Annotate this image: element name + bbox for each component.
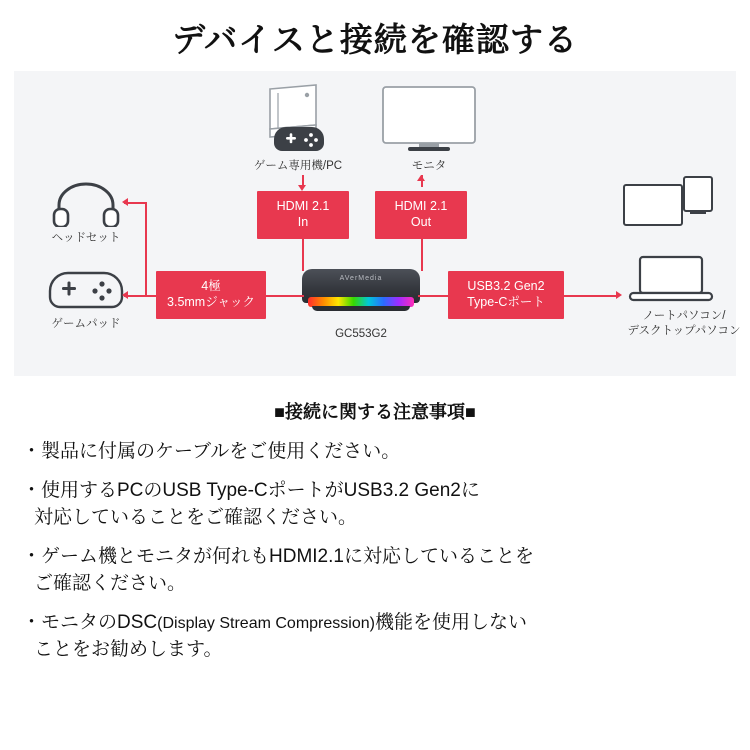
note-3-line2: ご確認ください。 xyxy=(34,573,187,595)
line-hdmi-out-to-device xyxy=(421,239,423,271)
usb-port-line2: Type-Cポート xyxy=(467,295,545,309)
label-pc-line2: デスクトップパソコン xyxy=(627,325,741,337)
note-2-line1: ・使用するPCのUSB Type-CポートがUSB3.2 Gen2に xyxy=(22,479,480,501)
usb-port-line1: USB3.2 Gen2 xyxy=(467,279,545,294)
game-console-icon xyxy=(260,83,336,160)
audio-jack-line1: 4極 xyxy=(201,279,221,294)
line-headset-trunk xyxy=(145,202,147,295)
monitor-icon xyxy=(381,85,477,158)
note-4-paren: (Display Stream Compression) xyxy=(157,614,375,632)
note-item xyxy=(22,477,728,532)
hdmi-out-box xyxy=(375,191,467,239)
label-gamepad: ゲームパッド xyxy=(51,318,121,330)
audio-jack-box xyxy=(156,271,266,319)
note-4-pre: ・モニタのDSC xyxy=(22,611,158,633)
connection-diagram xyxy=(14,71,741,376)
arrow-usb-to-pc xyxy=(616,291,622,299)
note-2-line2: 対応していることをご確認ください。 xyxy=(34,507,358,529)
arrow-console-to-hdmi-in xyxy=(298,185,306,191)
hdmi-out-line1: HDMI 2.1 xyxy=(394,199,448,214)
note-3-line1: ・ゲーム機とモニタが何れもHDMI2.1に対応していることを xyxy=(22,545,534,567)
device-foot xyxy=(312,306,410,311)
notes-section xyxy=(0,376,750,664)
arrow-gamepad xyxy=(122,291,128,299)
desktop-monitors-icon xyxy=(622,175,714,238)
headset-icon xyxy=(52,181,120,232)
hdmi-in-line2: In xyxy=(297,215,309,229)
label-headset: ヘッドセット xyxy=(51,232,121,244)
label-monitor: モニタ xyxy=(411,160,447,172)
line-jack-to-device xyxy=(266,295,304,297)
hdmi-in-box xyxy=(257,191,349,239)
note-item xyxy=(22,438,728,466)
laptop-icon xyxy=(628,253,714,310)
label-game-console: ゲーム専用機/PC xyxy=(253,160,343,172)
line-device-to-usb xyxy=(418,295,450,297)
arrow-headset xyxy=(122,198,128,206)
note-item xyxy=(22,543,728,598)
line-usb-to-pc xyxy=(564,295,618,297)
note-item xyxy=(22,609,728,664)
line-hdmi-in-to-device xyxy=(302,239,304,271)
arrow-monitor-to-hdmi-out xyxy=(417,175,425,181)
note-1-text: ・製品に付属のケーブルをご使用ください。 xyxy=(22,441,401,462)
audio-jack-line2: 3.5mmジャック xyxy=(167,295,255,309)
device-brand: AVerMedia xyxy=(339,275,383,282)
capture-device xyxy=(302,269,420,325)
page-title: デバイスと接続を確認する xyxy=(172,21,578,58)
label-pc-line1: ノートパソコン/ xyxy=(642,310,726,322)
gamepad-icon xyxy=(48,267,124,320)
label-device-model: GC553G2 xyxy=(335,328,387,340)
usb-port-box xyxy=(448,271,564,319)
note-4-line2: ことをお勧めします。 xyxy=(34,639,223,661)
hdmi-out-line2: Out xyxy=(410,215,432,229)
note-4-post: 機能を使用しない xyxy=(374,611,527,633)
line-gamepad-horizontal xyxy=(124,295,156,297)
hdmi-in-line1: HDMI 2.1 xyxy=(276,199,330,214)
notes-heading: ■接続に関する注意事項■ xyxy=(274,402,476,422)
